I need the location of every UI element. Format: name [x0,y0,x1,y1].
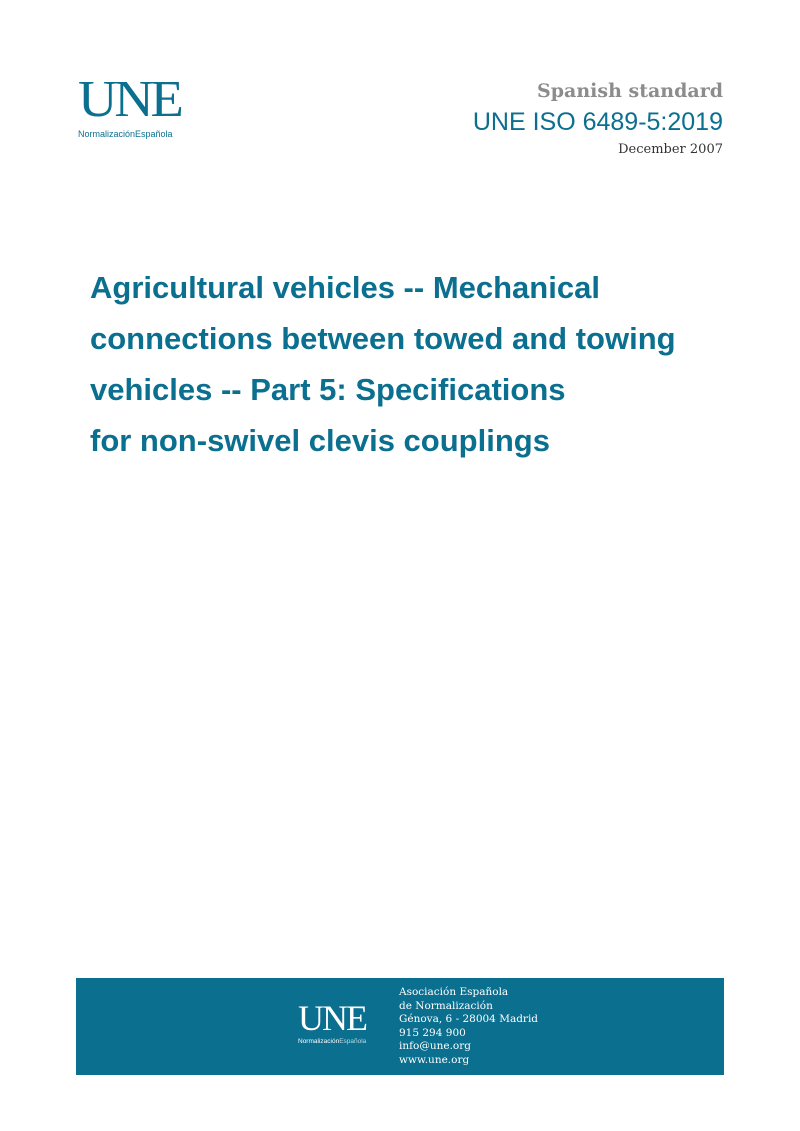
standard-date: December 2007 [618,142,723,157]
footer-email[interactable]: info@une.org [399,1040,471,1053]
standard-label: Spanish standard [537,80,723,102]
footer-org-name-line2: de Normalización [399,999,493,1012]
footer-logo-tagline-part1: Normalización [298,1038,340,1045]
title-line: connections between towed and towing [90,321,676,356]
title-line: for non-swivel clevis couplings [90,423,550,458]
footer-logo-tagline [298,1038,366,1045]
footer-band [76,978,724,1075]
une-logo [78,71,208,144]
logo-tagline-part1: Normalización [78,129,136,139]
document-title [90,262,730,466]
standard-code: UNE ISO 6489-5:2019 [472,108,723,136]
footer-phone: 915 294 900 [399,1026,466,1039]
footer-logo-mark: UNE [298,998,366,1038]
footer-une-logo [298,1000,366,1045]
standard-info [473,78,723,160]
footer-contact [399,986,538,1068]
title-line: vehicles -- Part 5: Specifications [90,372,566,407]
logo-mark: UNE [78,71,181,128]
footer-logo-tagline-part2: Española [339,1038,367,1045]
footer-org-name-line1: Asociación Española [399,986,509,998]
logo-tagline-part2: Española [135,129,173,139]
logo-tagline [78,129,208,139]
footer-address: Génova, 6 - 28004 Madrid [399,1013,539,1026]
title-line: Agricultural vehicles -- Mechanical [90,270,600,305]
footer-website[interactable]: www.une.org [399,1053,470,1066]
